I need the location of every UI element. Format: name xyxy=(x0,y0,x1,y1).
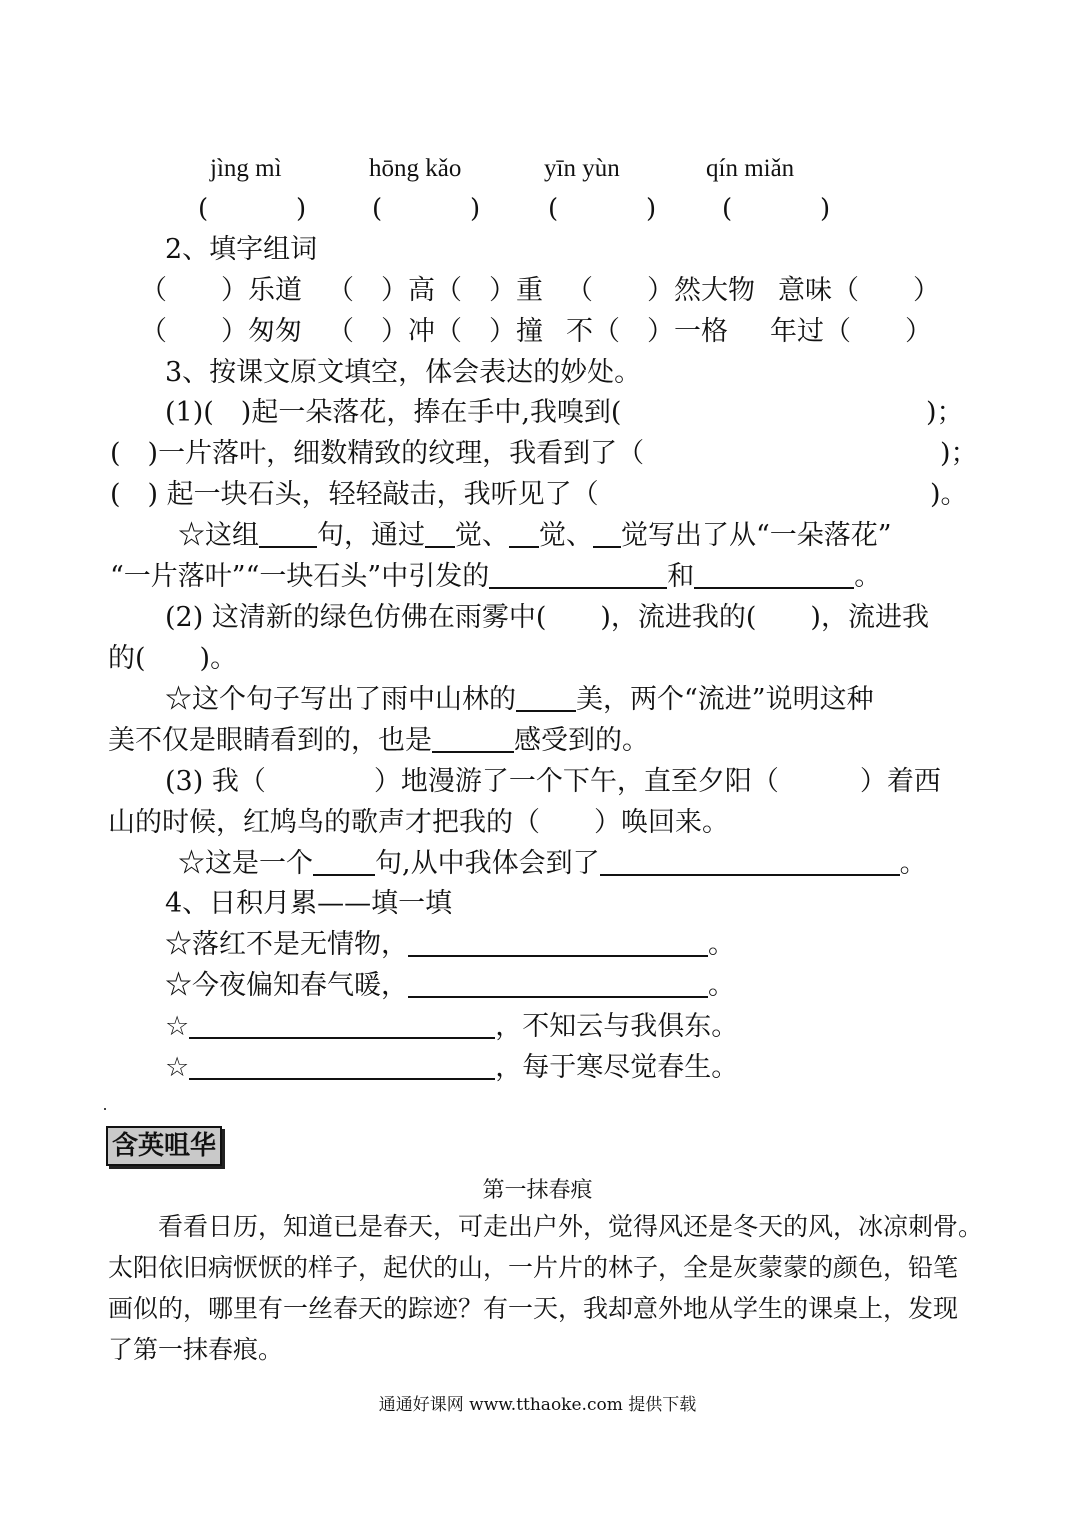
q3-star1-text: 句，通过 xyxy=(317,520,425,551)
section-badge: 含英咀华 xyxy=(106,1126,222,1166)
footer-credit: 通通好课网 www.tthaoke.com 提供下载 xyxy=(378,1395,697,1415)
paren-close-3: ) xyxy=(646,194,657,224)
q3-star2-text: 美，两个“流进”说明这种 xyxy=(576,684,874,715)
q2-item: 年过（ ） xyxy=(770,316,932,347)
stray-dot xyxy=(104,1108,106,1110)
blank-line[interactable] xyxy=(509,520,539,548)
q3-s1-line-a-end: )； xyxy=(926,397,964,428)
paren-close-2: ) xyxy=(470,194,481,224)
paren-open-2: ( xyxy=(372,194,383,224)
q3-star3-line xyxy=(178,847,927,881)
q3-s1-line-a: (1)( )起一朵落花，捧在手中,我嗅到( xyxy=(165,397,622,428)
pinyin-2: hōng kǎo xyxy=(369,155,462,182)
q3-star2-text: 感受到的。 xyxy=(514,725,649,756)
pinyin-4: qín miǎn xyxy=(706,155,795,182)
paren-open-4: ( xyxy=(722,194,733,224)
q3-star2-line xyxy=(165,683,874,717)
blank-line[interactable] xyxy=(259,520,317,548)
q4-line-1 xyxy=(165,928,735,962)
star-icon: ☆ xyxy=(165,1052,190,1083)
pinyin-1: jìng mì xyxy=(210,155,282,182)
q3-s3-line-b: 山的时候，红鸠鸟的歌声才把我的（ ）唤回来。 xyxy=(108,807,729,838)
blank-line[interactable] xyxy=(593,520,621,548)
q3-star1-text: 和 xyxy=(667,561,695,592)
q3-s2-line-a: (2) 这清新的绿色仿佛在雨雾中( )，流进我的( )，流进我 xyxy=(165,602,929,633)
q3-star1-text: ☆这组 xyxy=(178,520,259,551)
q3-s3-line-a: (3) 我（ ）地漫游了一个下午，直至夕阳（ ）着西 xyxy=(165,766,941,797)
poem-text: 。 xyxy=(708,970,735,1001)
blank-line[interactable] xyxy=(189,1011,495,1039)
blank-line[interactable] xyxy=(408,970,708,998)
blank-line[interactable] xyxy=(600,848,900,876)
q3-star1-text: 。 xyxy=(854,561,882,592)
blank-line[interactable] xyxy=(189,1052,495,1080)
star-icon: ☆ xyxy=(165,1011,190,1042)
q2-item: 意味（ ） xyxy=(778,275,940,306)
q3-star1-text: 觉、 xyxy=(455,520,509,551)
q2-item: （ ）然大物 xyxy=(566,275,755,306)
reading-title: 第一抹春痕 xyxy=(482,1178,593,1203)
q3-star2-text: 美不仅是眼睛看到的，也是 xyxy=(108,725,432,756)
blank-line[interactable] xyxy=(408,929,708,957)
q3-star2-line2 xyxy=(108,724,649,758)
poem-text: ☆今夜偏知春气暖， xyxy=(165,970,408,1001)
q4-line-3 xyxy=(165,1010,738,1044)
reading-paragraph-line: 了第一抹春痕。 xyxy=(108,1335,284,1364)
blank-line[interactable] xyxy=(516,684,576,712)
paren-open-1: ( xyxy=(198,194,209,224)
blank-line[interactable] xyxy=(425,520,455,548)
blank-line[interactable] xyxy=(489,561,667,589)
q4-heading: 4、日积月累——填一填 xyxy=(165,888,453,919)
q3-star1-line2 xyxy=(110,560,881,594)
q4-line-2 xyxy=(165,969,735,1003)
poem-text: 。 xyxy=(708,929,735,960)
q4-line-4 xyxy=(165,1051,738,1085)
paren-close-4: ) xyxy=(820,194,831,224)
q3-star3-text: 句,从中我体会到了 xyxy=(375,848,600,879)
q3-s1-line-c-end: )。 xyxy=(930,479,968,510)
q3-star1-text: 觉、 xyxy=(539,520,593,551)
paren-open-3: ( xyxy=(548,194,559,224)
q3-star3-text: 。 xyxy=(899,848,927,879)
reading-paragraph-line: 画似的，哪里有一丝春天的踪迹？有一天，我却意外地从学生的课桌上，发现 xyxy=(108,1294,959,1323)
q3-star1-text: 觉写出了从“一朵落花” xyxy=(621,520,892,551)
blank-line[interactable] xyxy=(432,725,514,753)
q2-item: （ ）乐道 xyxy=(140,275,302,306)
paren-close-1: ) xyxy=(296,194,307,224)
poem-text: ☆落红不是无情物， xyxy=(165,929,408,960)
q3-star2-text: ☆这个句子写出了雨中山林的 xyxy=(165,684,516,715)
q2-item: （ ）冲（ ）撞 xyxy=(327,316,543,347)
q3-s1-line-b-end: )； xyxy=(940,438,978,469)
q3-heading: 3、按课文原文填空，体会表达的妙处。 xyxy=(165,357,642,388)
pinyin-3: yīn yùn xyxy=(544,155,620,182)
poem-text: ，不知云与我俱东。 xyxy=(495,1011,739,1042)
blank-line[interactable] xyxy=(313,848,375,876)
q3-s2-line-b: 的( )。 xyxy=(108,643,238,674)
q2-item: （ ）高（ ）重 xyxy=(327,275,543,306)
q3-star1-text: “一片落叶”“一块石头”中引发的 xyxy=(110,561,490,592)
q3-s1-line-c: ( ) 起一块石头，轻轻敲击，我听见了（ xyxy=(110,479,599,510)
q2-item: （ ）匆匆 xyxy=(140,316,302,347)
q3-star1-line xyxy=(178,519,892,553)
q3-star3-text: ☆这是一个 xyxy=(178,848,313,879)
blank-line[interactable] xyxy=(694,561,854,589)
q3-s1-line-b: ( )一片落叶，细数精致的纹理，我看到了（ xyxy=(110,438,645,469)
q2-item: 不（ ）一格 xyxy=(566,316,728,347)
reading-paragraph-line: 太阳依旧病恹恹的样子，起伏的山，一片片的林子，全是灰蒙蒙的颜色，铅笔 xyxy=(108,1253,959,1282)
reading-paragraph-line: 看看日历，知道已是春天，可走出户外，觉得风还是冬天的风，冰凉刺骨。 xyxy=(158,1212,984,1241)
q2-heading: 2、填字组词 xyxy=(165,234,318,265)
poem-text: ，每于寒尽觉春生。 xyxy=(495,1052,739,1083)
